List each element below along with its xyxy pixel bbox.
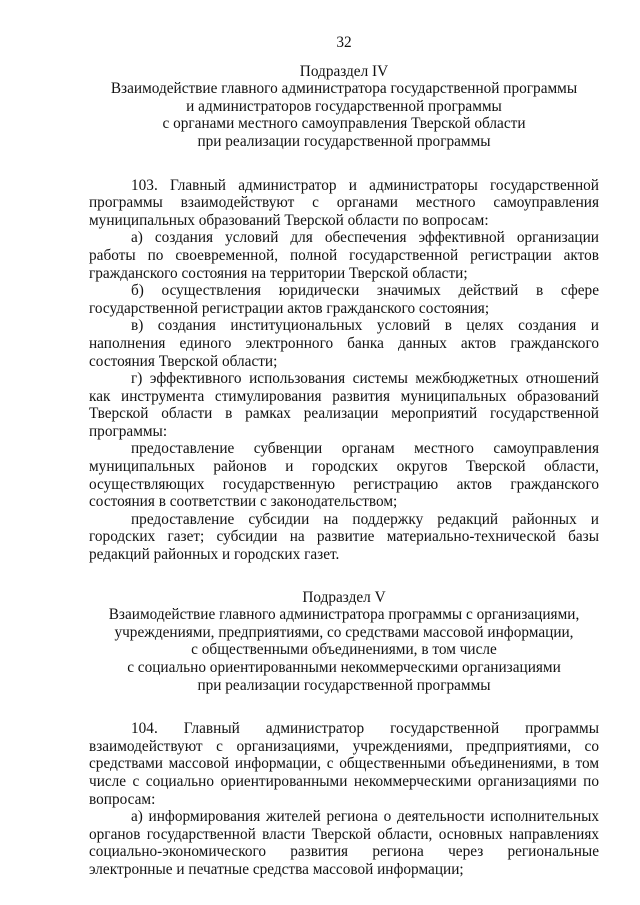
paragraph-103: 103. Главный администратор и администраторы государственной программы взаимодействуют с органами местного самоуправления муниципальных образований Тверской области по вопросам: <box>89 176 599 229</box>
subsection-iv-heading <box>89 63 599 151</box>
subsection-iv-body <box>89 177 599 564</box>
subsection-v-title-line: с общественными объединениями, в том числе <box>191 641 497 659</box>
subsection-iv-title-line: с органами местного самоуправления Тверской области <box>162 115 526 133</box>
subsection-v-title-line: при реализации государственной программы <box>197 676 491 694</box>
subsection-v-title-line: с социально ориентированными некоммерческими организациями <box>127 659 561 676</box>
subsection-v-title-line: учреждениями, предприятиями, со средствами массовой информации, <box>114 623 574 641</box>
subsection-v-heading <box>89 589 599 695</box>
subsection-iv-title-line: и администраторов государственной программы <box>186 97 502 115</box>
paragraph-104: 104. Главный администратор государственной программы взаимодействуют с организациями, учреждениями, предприятиями, со средствами массовой информации, с общественными объединениями, в том числе с социально ориентированными некоммерческими организациями по вопросам: <box>89 720 599 808</box>
document-page <box>89 34 599 879</box>
page-number: 32 <box>336 34 352 51</box>
subvention-paragraph: предоставление субвенции органам местного самоуправления муниципальных районов и городских округов Тверской области, осуществляющих государственную регистрацию актов гражданского состояния в соответствии с законодательством; <box>89 440 599 511</box>
list-item-b: б) осуществления юридически значимых действий в сфере государственной регистрации актов гражданского состояния; <box>89 282 599 317</box>
subsection-v-body <box>89 720 599 878</box>
subsection-v-label: Подраздел V <box>302 588 386 606</box>
subsection-v-title-line: Взаимодействие главного администратора программы с организациями, <box>108 606 580 624</box>
list-item-a: а) создания условий для обеспечения эффективной организации работы по своевременной, полной государственной регистрации актов гражданского состояния на территории Тверской области; <box>89 229 599 282</box>
list-item-g: г) эффективного использования системы межбюджетных отношений как инструмента стимулирования развития муниципальных образований Тверской области в рамках реализации мероприятий государственной программы: <box>89 370 599 440</box>
subsidy-paragraph: предоставление субсидии на поддержку редакций районных и городских газет; субсидии на развитие материально-технической базы редакций районных и городских газет. <box>89 510 599 564</box>
subsection-iv-label: Подраздел IV <box>299 62 389 80</box>
subsection-iv-title-line: при реализации государственной программы <box>197 132 491 150</box>
list-item-a: а) информирования жителей региона о деятельности исполнительных органов государственной власти Тверской области, основных направлениях социально-экономического развития региона через региональные электронные и печатные средства массовой информации; <box>89 808 599 878</box>
list-item-v: в) создания институциональных условий в целях создания и наполнения единого электронного банка данных актов гражданского состояния Тверской области; <box>89 317 599 370</box>
subsection-iv-title-line: Взаимодействие главного администратора государственной программы <box>110 80 578 98</box>
